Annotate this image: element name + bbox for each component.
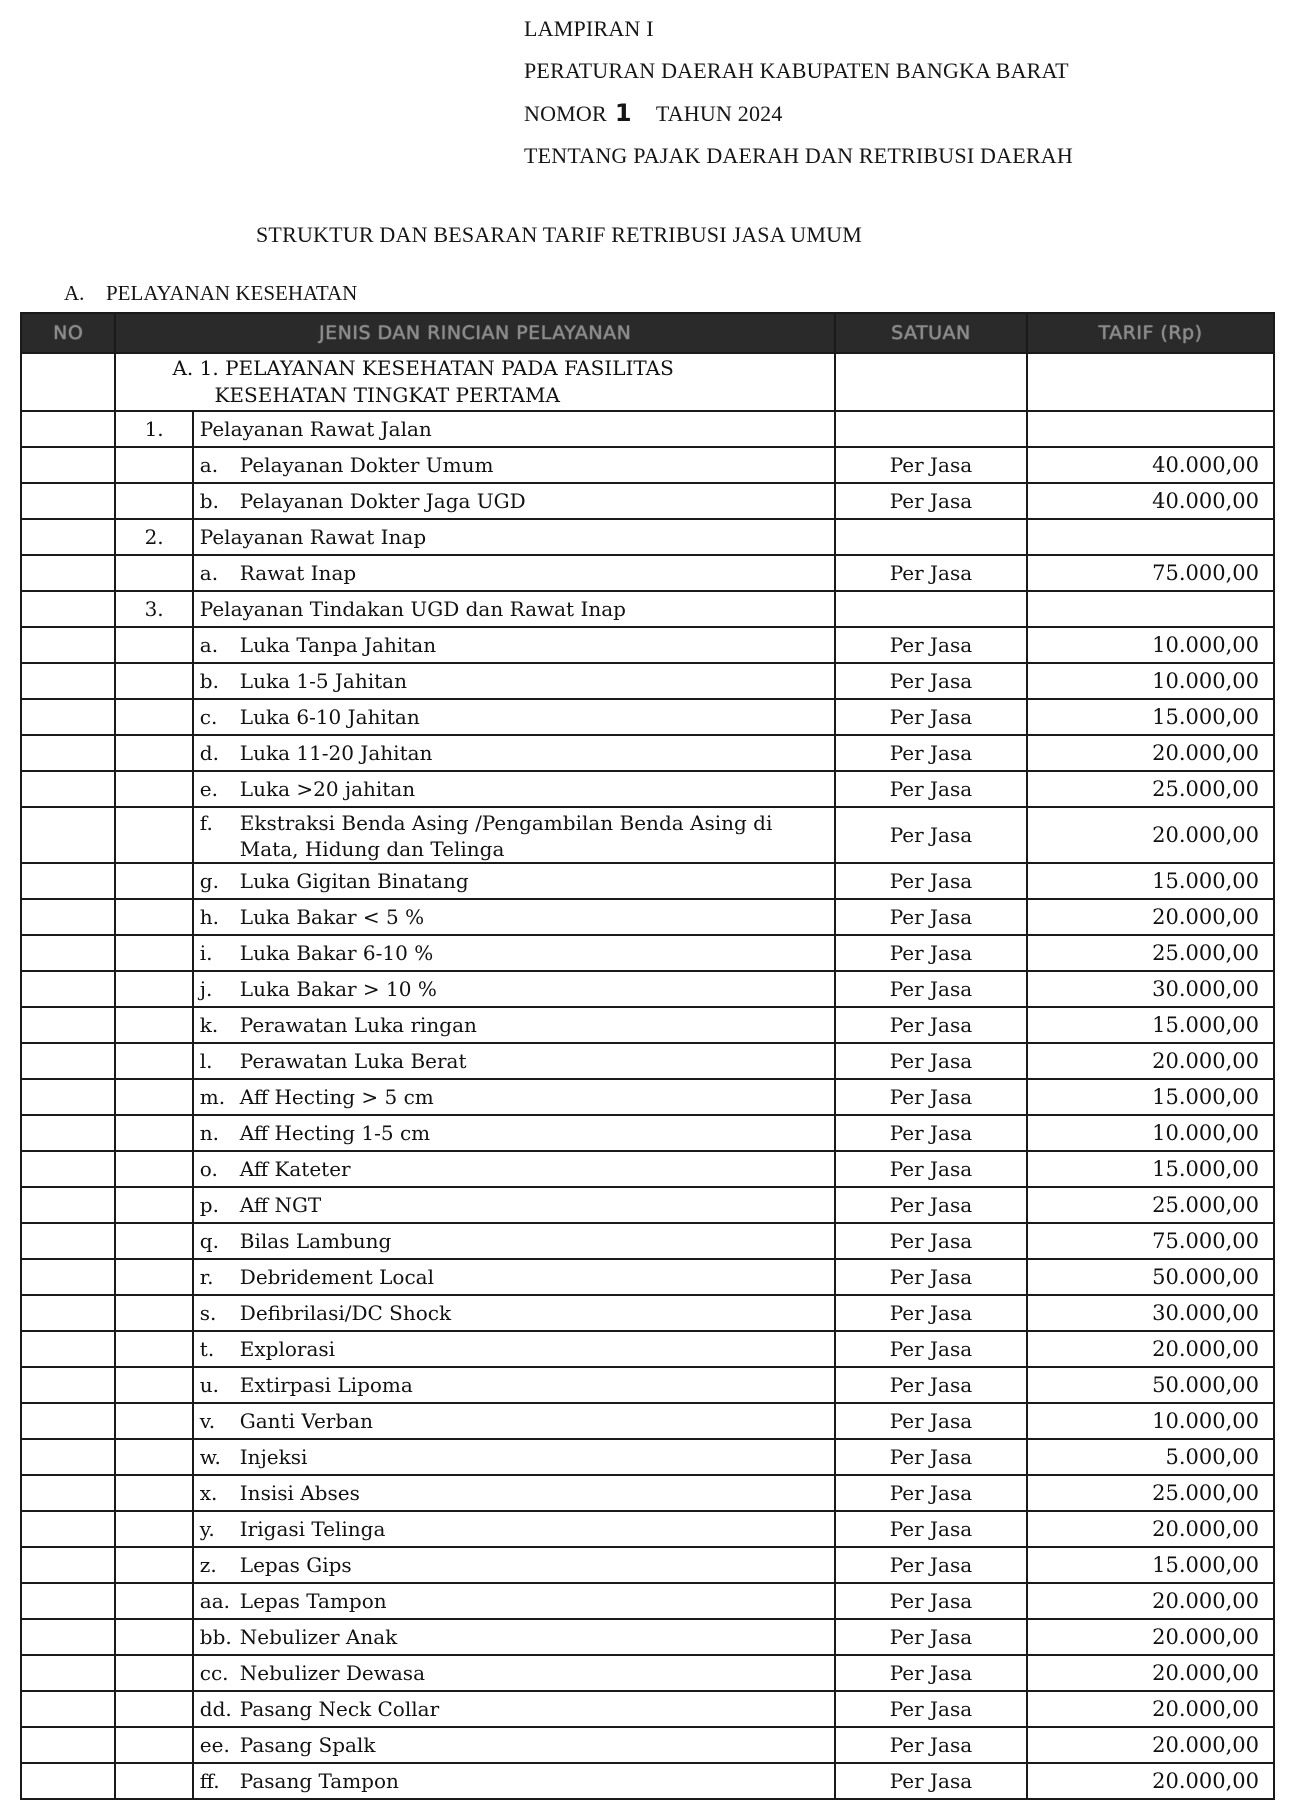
item-tarif: 50.000,00 [1027, 1367, 1274, 1403]
item-satuan: Per Jasa [835, 1079, 1027, 1115]
item-name: y. Irigasi Telinga [193, 1511, 835, 1547]
item-satuan: Per Jasa [835, 555, 1027, 591]
item-satuan: Per Jasa [835, 1619, 1027, 1655]
item-tarif: 75.000,00 [1027, 1223, 1274, 1259]
item-name: a. Luka Tanpa Jahitan [193, 627, 835, 663]
item-tarif: 75.000,00 [1027, 555, 1274, 591]
table-row [21, 1151, 1274, 1187]
page-title: STRUKTUR DAN BESARAN TARIF RETRIBUSI JASA UMUM [256, 222, 863, 247]
table-row [21, 1007, 1274, 1043]
table-row [21, 1115, 1274, 1151]
item-name: cc. Nebulizer Dewasa [193, 1655, 835, 1691]
table-row [21, 1259, 1274, 1295]
item-name: f. Ekstraksi Benda Asing /Pengambilan Benda Asing di Mata, Hidung dan Telinga [193, 807, 835, 863]
item-name: q. Bilas Lambung [193, 1223, 835, 1259]
table-row [21, 1223, 1274, 1259]
subsection-number: 3. [115, 591, 192, 627]
item-tarif: 5.000,00 [1027, 1439, 1274, 1475]
item-tarif: 25.000,00 [1027, 1475, 1274, 1511]
item-name: i. Luka Bakar 6-10 % [193, 935, 835, 971]
item-tarif: 25.000,00 [1027, 1187, 1274, 1223]
item-satuan: Per Jasa [835, 1367, 1027, 1403]
item-tarif: 10.000,00 [1027, 663, 1274, 699]
item-name: a. Rawat Inap [193, 555, 835, 591]
item-name: d. Luka 11-20 Jahitan [193, 735, 835, 771]
table-row [21, 1583, 1274, 1619]
tahun-label: TAHUN 2024 [655, 101, 783, 126]
table-row [21, 663, 1274, 699]
table-row [21, 1727, 1274, 1763]
table-row [21, 1475, 1274, 1511]
table-row [21, 1547, 1274, 1583]
item-satuan: Per Jasa [835, 771, 1027, 807]
item-satuan: Per Jasa [835, 735, 1027, 771]
item-satuan: Per Jasa [835, 1439, 1027, 1475]
tariff-table [20, 312, 1275, 1800]
subsection-row [21, 519, 1274, 555]
item-name: v. Ganti Verban [193, 1403, 835, 1439]
table-row [21, 699, 1274, 735]
item-name: g. Luka Gigitan Binatang [193, 863, 835, 899]
item-tarif: 10.000,00 [1027, 627, 1274, 663]
item-satuan: Per Jasa [835, 935, 1027, 971]
table-row [21, 971, 1274, 1007]
item-name: m. Aff Hecting > 5 cm [193, 1079, 835, 1115]
document-header [524, 8, 1073, 177]
table-row [21, 483, 1274, 519]
item-tarif: 15.000,00 [1027, 699, 1274, 735]
item-tarif: 20.000,00 [1027, 1619, 1274, 1655]
section-letter: A. [64, 281, 85, 305]
nomor-line [524, 92, 1073, 135]
item-name: k. Perawatan Luka ringan [193, 1007, 835, 1043]
table-header-row [21, 313, 1274, 353]
table-row [21, 1043, 1274, 1079]
item-name: p. Aff NGT [193, 1187, 835, 1223]
item-name: c. Luka 6-10 Jahitan [193, 699, 835, 735]
table-row [21, 627, 1274, 663]
table-row [21, 1367, 1274, 1403]
item-satuan: Per Jasa [835, 627, 1027, 663]
peraturan-label: PERATURAN DAERAH KABUPATEN BANGKA BARAT [524, 58, 1069, 83]
item-name: e. Luka >20 jahitan [193, 771, 835, 807]
lampiran-label: LAMPIRAN I [524, 16, 654, 41]
item-satuan: Per Jasa [835, 1547, 1027, 1583]
item-tarif: 20.000,00 [1027, 735, 1274, 771]
item-satuan: Per Jasa [835, 1403, 1027, 1439]
col-header-tarif: TARIF (Rp) [1027, 313, 1274, 353]
item-name: r. Debridement Local [193, 1259, 835, 1295]
item-satuan: Per Jasa [835, 1295, 1027, 1331]
subsection-row [21, 411, 1274, 447]
item-satuan: Per Jasa [835, 1511, 1027, 1547]
item-satuan: Per Jasa [835, 1151, 1027, 1187]
item-name: n. Aff Hecting 1-5 cm [193, 1115, 835, 1151]
table-row [21, 1187, 1274, 1223]
item-satuan: Per Jasa [835, 1043, 1027, 1079]
col-header-satuan: SATUAN [835, 313, 1027, 353]
group-title: A. 1. PELAYANAN KESEHATAN PADA FASILITAS KESEHATAN TINGKAT PERTAMA [115, 353, 834, 411]
item-tarif: 15.000,00 [1027, 863, 1274, 899]
item-name: z. Lepas Gips [193, 1547, 835, 1583]
table-row [21, 899, 1274, 935]
table-row [21, 1079, 1274, 1115]
item-satuan: Per Jasa [835, 1223, 1027, 1259]
section-heading [64, 281, 357, 306]
table-row [21, 1763, 1274, 1799]
item-satuan: Per Jasa [835, 1691, 1027, 1727]
item-tarif: 20.000,00 [1027, 1727, 1274, 1763]
item-tarif: 40.000,00 [1027, 447, 1274, 483]
item-satuan: Per Jasa [835, 1331, 1027, 1367]
item-name: t. Explorasi [193, 1331, 835, 1367]
item-tarif: 20.000,00 [1027, 1043, 1274, 1079]
item-satuan: Per Jasa [835, 1727, 1027, 1763]
item-satuan: Per Jasa [835, 1583, 1027, 1619]
item-name: w. Injeksi [193, 1439, 835, 1475]
table-row [21, 735, 1274, 771]
item-name: u. Extirpasi Lipoma [193, 1367, 835, 1403]
table-row [21, 1403, 1274, 1439]
item-tarif: 50.000,00 [1027, 1259, 1274, 1295]
item-satuan: Per Jasa [835, 1655, 1027, 1691]
subsection-label: Pelayanan Tindakan UGD dan Rawat Inap [193, 591, 835, 627]
item-satuan: Per Jasa [835, 863, 1027, 899]
table-row [21, 1331, 1274, 1367]
item-name: x. Insisi Abses [193, 1475, 835, 1511]
tentang-label: TENTANG PAJAK DAERAH DAN RETRIBUSI DAERAH [524, 143, 1073, 168]
item-satuan: Per Jasa [835, 663, 1027, 699]
item-tarif: 15.000,00 [1027, 1151, 1274, 1187]
table-row [21, 935, 1274, 971]
item-satuan: Per Jasa [835, 1187, 1027, 1223]
item-tarif: 20.000,00 [1027, 1511, 1274, 1547]
item-tarif: 10.000,00 [1027, 1115, 1274, 1151]
table-row [21, 771, 1274, 807]
item-name: ff. Pasang Tampon [193, 1763, 835, 1799]
table-row [21, 555, 1274, 591]
item-tarif: 20.000,00 [1027, 1583, 1274, 1619]
table-row [21, 807, 1274, 863]
item-name: b. Luka 1-5 Jahitan [193, 663, 835, 699]
item-name: b. Pelayanan Dokter Jaga UGD [193, 483, 835, 519]
table-row [21, 1691, 1274, 1727]
table-row [21, 447, 1274, 483]
item-satuan: Per Jasa [835, 899, 1027, 935]
col-header-jenis: JENIS DAN RINCIAN PELAYANAN [115, 313, 834, 353]
item-tarif: 30.000,00 [1027, 1295, 1274, 1331]
nomor-value: 1 [614, 99, 632, 127]
table-row [21, 863, 1274, 899]
item-tarif: 15.000,00 [1027, 1007, 1274, 1043]
item-satuan: Per Jasa [835, 807, 1027, 863]
item-name: bb. Nebulizer Anak [193, 1619, 835, 1655]
item-name: l. Perawatan Luka Berat [193, 1043, 835, 1079]
item-name: dd. Pasang Neck Collar [193, 1691, 835, 1727]
item-satuan: Per Jasa [835, 1007, 1027, 1043]
item-satuan: Per Jasa [835, 971, 1027, 1007]
item-name: o. Aff Kateter [193, 1151, 835, 1187]
table-row [21, 1655, 1274, 1691]
table-row [21, 1619, 1274, 1655]
item-tarif: 20.000,00 [1027, 1655, 1274, 1691]
item-name: s. Defibrilasi/DC Shock [193, 1295, 835, 1331]
item-tarif: 40.000,00 [1027, 483, 1274, 519]
item-tarif: 20.000,00 [1027, 1691, 1274, 1727]
item-name: j. Luka Bakar > 10 % [193, 971, 835, 1007]
item-tarif: 15.000,00 [1027, 1547, 1274, 1583]
item-satuan: Per Jasa [835, 699, 1027, 735]
item-tarif: 10.000,00 [1027, 1403, 1274, 1439]
item-satuan: Per Jasa [835, 1259, 1027, 1295]
col-header-no: NO [21, 313, 115, 353]
item-name: a. Pelayanan Dokter Umum [193, 447, 835, 483]
item-name: aa. Lepas Tampon [193, 1583, 835, 1619]
item-tarif: 20.000,00 [1027, 1331, 1274, 1367]
table-row [21, 1511, 1274, 1547]
subsection-label: Pelayanan Rawat Jalan [193, 411, 835, 447]
item-name: h. Luka Bakar < 5 % [193, 899, 835, 935]
item-satuan: Per Jasa [835, 483, 1027, 519]
item-satuan: Per Jasa [835, 1475, 1027, 1511]
nomor-label: NOMOR [524, 101, 607, 126]
section-label: PELAYANAN KESEHATAN [106, 281, 358, 305]
item-tarif: 20.000,00 [1027, 899, 1274, 935]
table-row [21, 1439, 1274, 1475]
subsection-label: Pelayanan Rawat Inap [193, 519, 835, 555]
table-row [21, 1295, 1274, 1331]
item-tarif: 20.000,00 [1027, 807, 1274, 863]
subsection-number: 1. [115, 411, 192, 447]
item-tarif: 30.000,00 [1027, 971, 1274, 1007]
subsection-number: 2. [115, 519, 192, 555]
item-satuan: Per Jasa [835, 1115, 1027, 1151]
item-satuan: Per Jasa [835, 447, 1027, 483]
item-name: ee. Pasang Spalk [193, 1727, 835, 1763]
item-tarif: 20.000,00 [1027, 1763, 1274, 1799]
item-satuan: Per Jasa [835, 1763, 1027, 1799]
subsection-row [21, 591, 1274, 627]
item-tarif: 25.000,00 [1027, 771, 1274, 807]
item-tarif: 25.000,00 [1027, 935, 1274, 971]
group-row [21, 353, 1274, 411]
item-tarif: 15.000,00 [1027, 1079, 1274, 1115]
